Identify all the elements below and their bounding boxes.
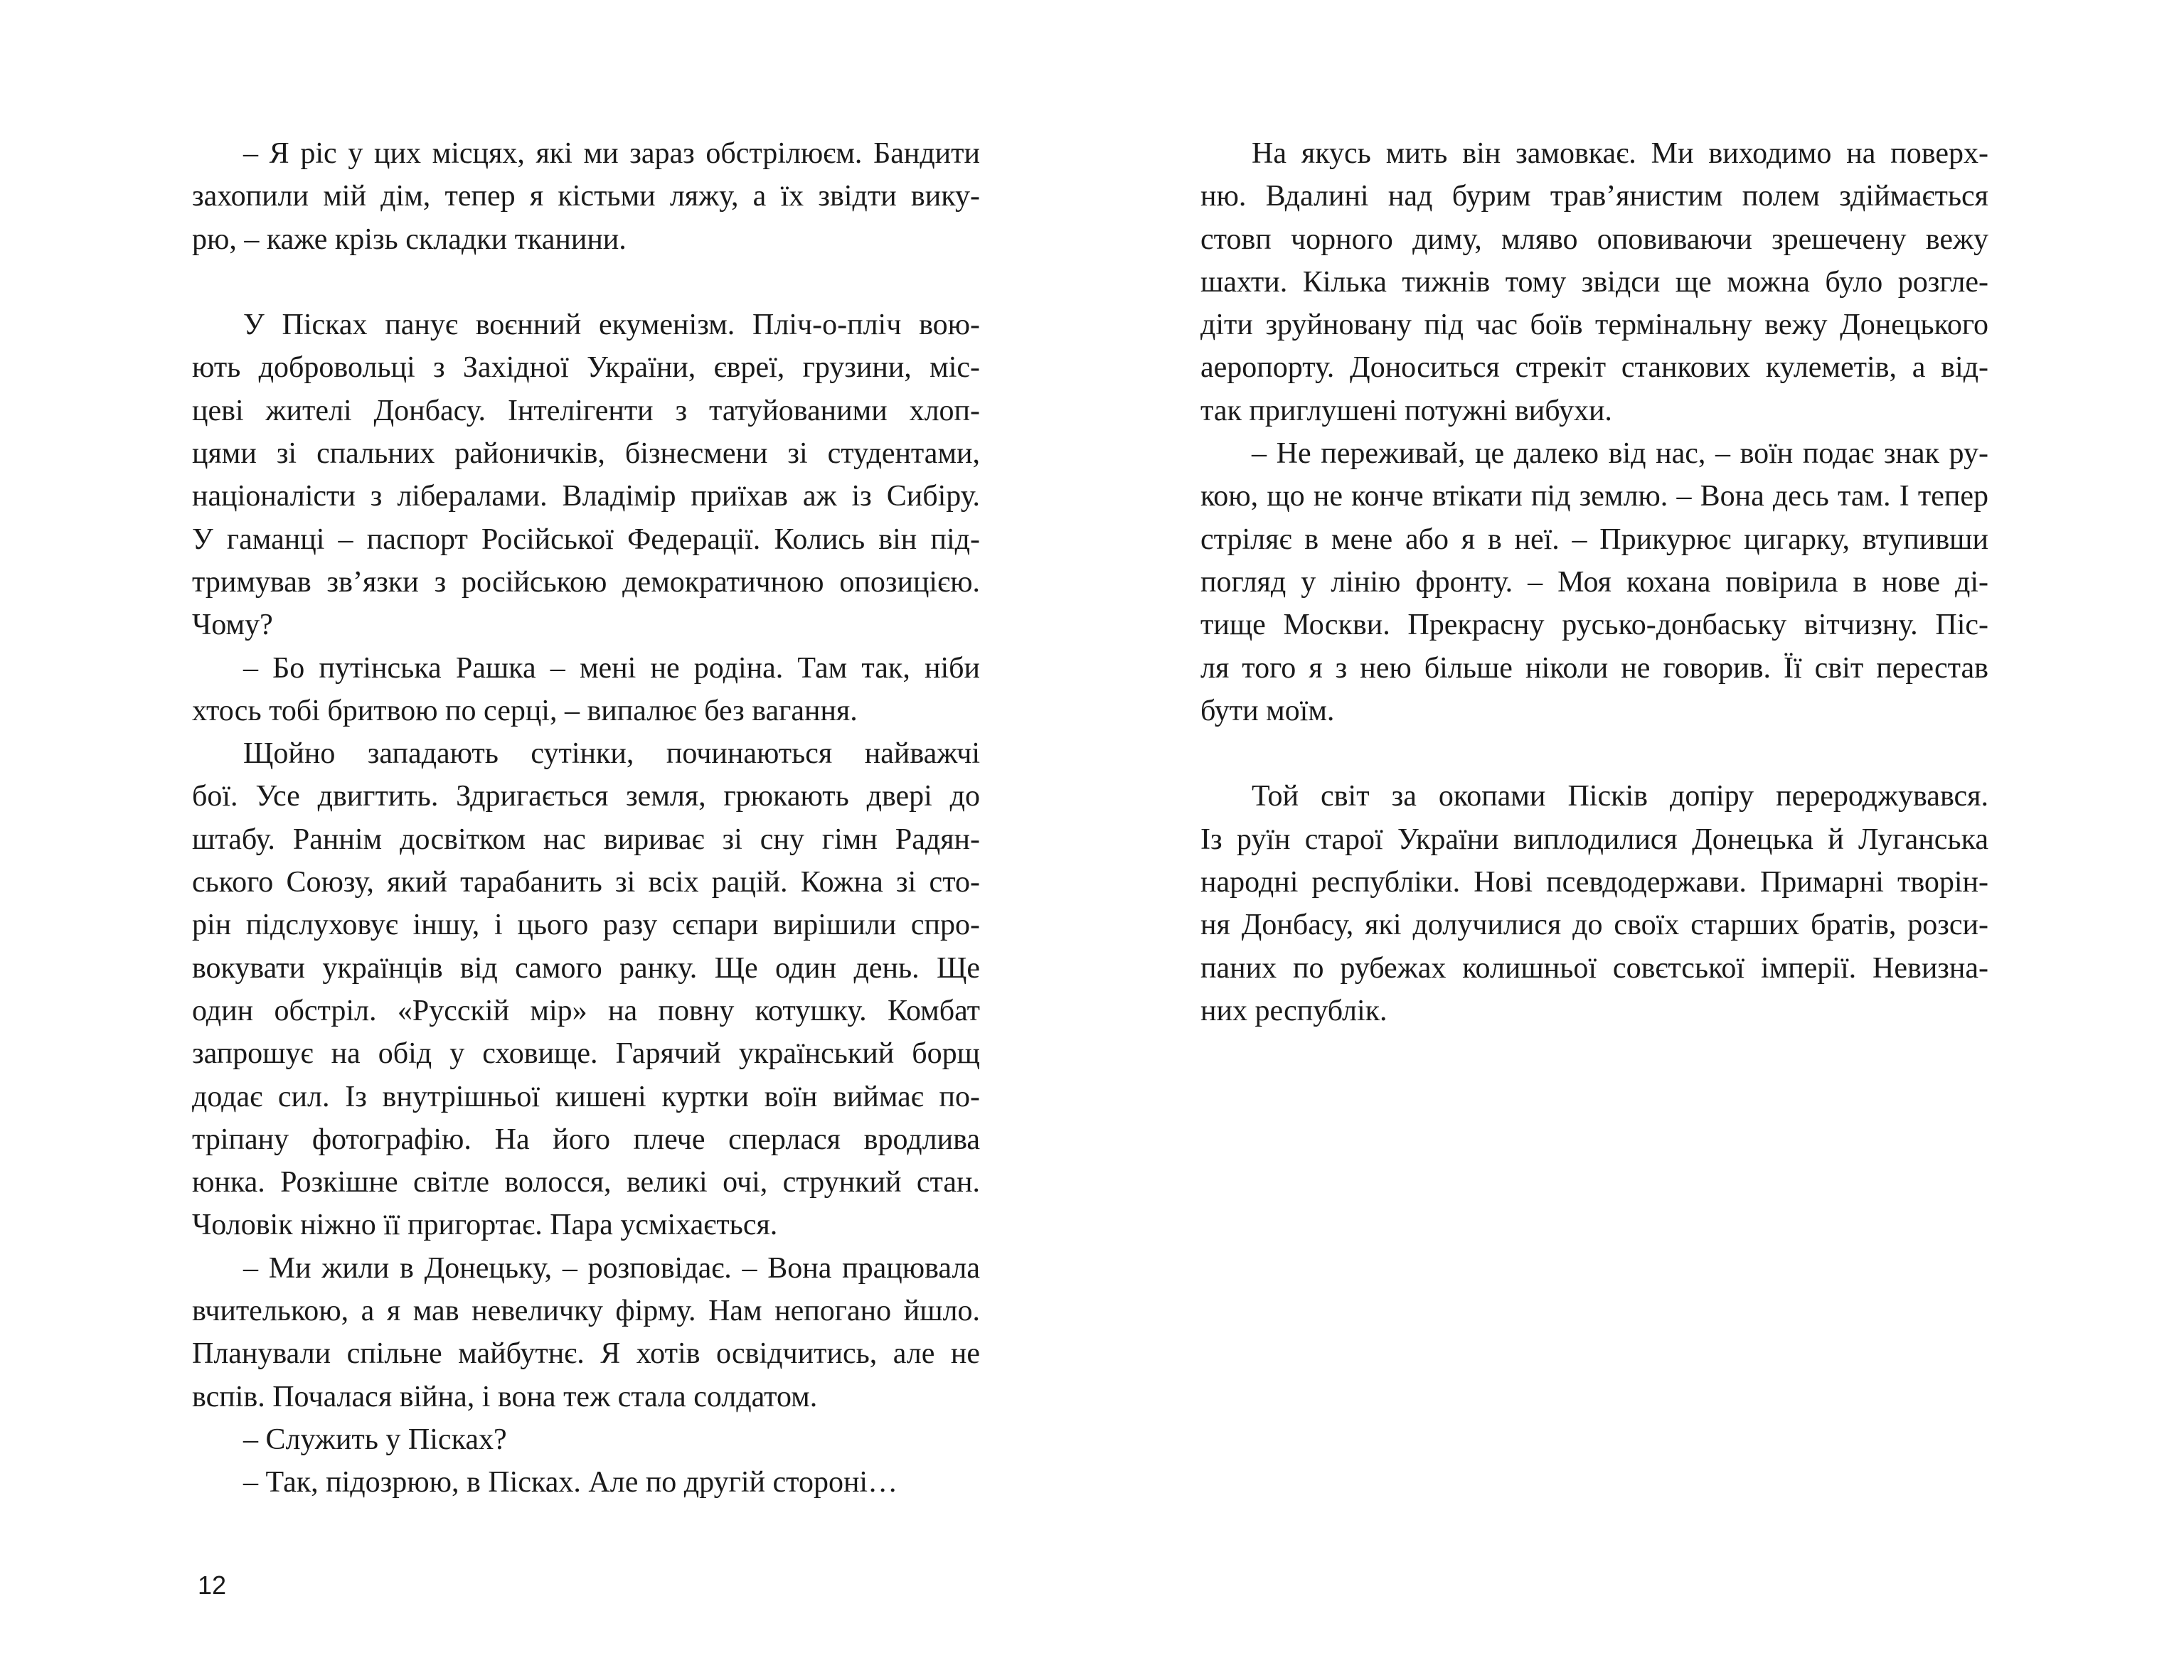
text-line: бути моїм.	[1200, 694, 1335, 727]
text-line: них республік.	[1200, 994, 1387, 1027]
text-line: – Не переживай, це далеко від нас, – воїн подає знак ру-	[1252, 437, 1988, 471]
text-line: цями зі спальних районичків, бізнесмени зі студентами,	[192, 437, 980, 471]
text-line: ля того я з нею більше ніколи не говорив. Її світ перестав	[1200, 651, 1988, 685]
text-line: На якусь мить він замовкає. Ми виходимо на поверх-	[1252, 137, 1988, 170]
text-line: ють добровольці з Західної України, євреї, грузини, міс-	[192, 351, 980, 385]
text-line: Із руїн старої України виплодилися Донецька й Луганська	[1200, 823, 1988, 856]
text-line: – Так, підозрюю, в Пісках. Але по другій стороні…	[243, 1466, 898, 1499]
text-line: Щойно западають сутінки, починаються найважчі	[243, 737, 980, 771]
text-line: Планували спільне майбутнє. Я хотів освідчитись, але не	[192, 1337, 980, 1371]
text-line: націоналісти з лібералами. Владімір приїхав аж із Сибіру.	[192, 480, 980, 513]
text-line: – Служить у Пісках?	[243, 1423, 507, 1456]
text-line: один обстріл. «Русскій мір» на повну котушку. Комбат	[192, 994, 980, 1027]
text-line: паних по рубежах колишньої совєтської імперії. Невизна-	[1200, 951, 1988, 985]
text-line: юнка. Розкішне світле волосся, великі очі, стрункий стан.	[192, 1166, 980, 1199]
text-line: – Бо путінська Рашка – мені не родіна. Там так, ніби	[243, 651, 980, 685]
page-number: 12	[198, 1571, 227, 1600]
text-line: додає сил. Із внутрішньої кишені куртки воїн виймає по-	[192, 1080, 980, 1113]
left-page-text	[192, 132, 980, 1504]
text-line: ського Союзу, який тарабанить зі всіх рацій. Кожна зі сто-	[192, 866, 980, 899]
text-line: погляд у лінію фронту. – Моя кохана повірила в нове ді-	[1200, 565, 1988, 599]
text-line: Той світ за окопами Пісків допіру перероджувався.	[1252, 780, 1988, 813]
text-line: Чому?	[192, 609, 273, 642]
text-line: рю, – каже крізь складки тканини.	[192, 223, 627, 256]
text-line: вспів. Почалася війна, і вона теж стала солдатом.	[192, 1380, 818, 1413]
right-page-text	[1200, 132, 1988, 1032]
paragraph-gap	[192, 261, 980, 304]
text-line: бої. Усе двигтить. Здригається земля, грюкають двері до	[192, 780, 980, 813]
text-line: ня Донбасу, які долучилися до своїх старших братів, розси-	[1200, 909, 1988, 942]
text-line: стовп чорного диму, мляво оповиваючи зрешечену вежу	[1200, 223, 1988, 256]
text-line: Чоловік ніжно її пригортає. Пара усміхається.	[192, 1209, 778, 1242]
text-line: тримував зв’язки з російською демократичною опозицією.	[192, 565, 980, 599]
paragraph-gap	[1200, 732, 1988, 775]
text-line: У Пісках панує воєнний екуменізм. Пліч-о-пліч вою-	[243, 309, 980, 342]
text-line: штабу. Раннім досвітком нас вириває зі сну гімн Радян-	[192, 823, 980, 856]
text-line: діти зруйновану під час боїв термінальну вежу Донецького	[1200, 309, 1988, 342]
text-line: тище Москви. Прекрасну русько-донбаську вітчизну. Піс-	[1200, 609, 1988, 642]
text-line: тріпану фотографію. На його плече сперлася вродлива	[192, 1123, 980, 1156]
text-line: запрошує на обід у сховище. Гарячий український борщ	[192, 1037, 980, 1071]
text-line: народні республіки. Нові псевдодержави. Примарні творін-	[1200, 866, 1988, 899]
text-line: шахти. Кілька тижнів тому звідси ще можна було розгле-	[1200, 265, 1988, 299]
text-line: ню. Вдалині над бурим трав’янистим полем здіймається	[1200, 180, 1988, 213]
text-line: хтось тобі бритвою по серці, – випалює без вагання.	[192, 694, 858, 727]
text-line: кою, що не конче втікати під землю. – Вона десь там. І тепер	[1200, 480, 1988, 513]
text-line: вчителькою, а я мав невеличку фірму. Нам непогано йшло.	[192, 1295, 980, 1328]
text-line: захопили мій дім, тепер я кістьми ляжу, а їх звідти вику-	[192, 180, 980, 213]
text-line: – Ми жили в Донецьку, – розповідає. – Вона працювала	[243, 1251, 980, 1285]
text-line: цеві жителі Донбасу. Інтелігенти з татуйованими хлоп-	[192, 394, 980, 427]
text-line: так приглушені потужні вибухи.	[1200, 394, 1612, 427]
text-line: вокувати українців від самого ранку. Ще один день. Ще	[192, 951, 980, 985]
text-line: аеропорту. Доноситься стрекіт станкових кулеметів, а від-	[1200, 351, 1988, 385]
text-line: – Я ріс у цих місцях, які ми зараз обстрілюєм. Бандити	[243, 137, 980, 170]
text-line: стріляє в мене або я в неї. – Прикурює цигарку, втупивши	[1200, 523, 1988, 556]
text-line: рін підслуховує іншу, і цього разу сєпари вирішили спро-	[192, 909, 980, 942]
text-line: У гаманці – паспорт Російської Федерації. Колись він під-	[192, 523, 980, 556]
